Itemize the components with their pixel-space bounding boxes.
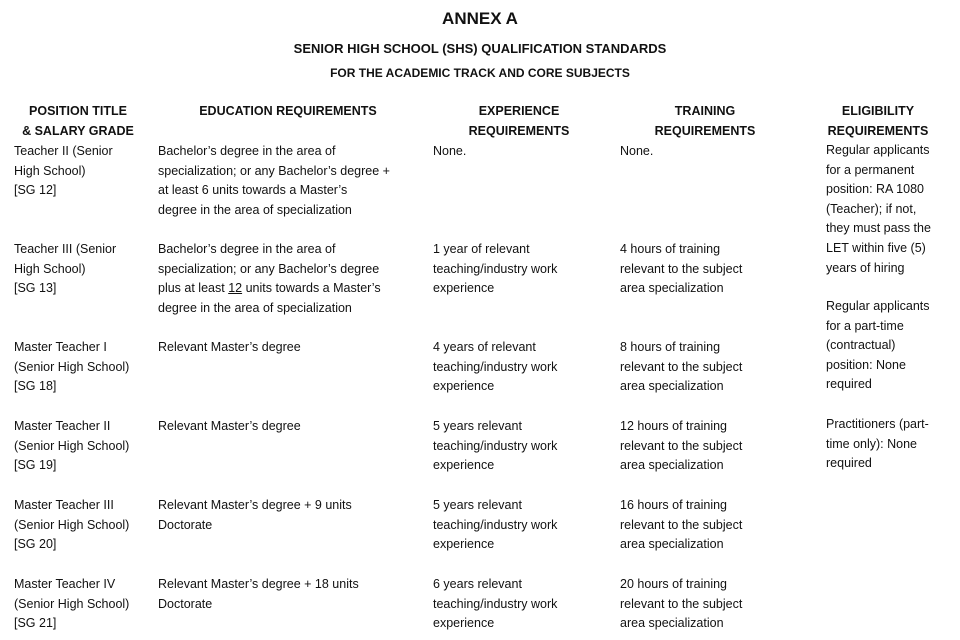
- cell-line: degree in the area of specialization: [158, 202, 352, 217]
- eligibility-practitioners: [826, 415, 952, 474]
- row-2-education: [158, 240, 420, 318]
- cell-line: at least 6 units towards a Master’s: [158, 183, 348, 198]
- cell-line: experience: [433, 458, 495, 473]
- cell-line: Teacher III (Senior: [14, 242, 117, 256]
- cell-line: area specialization: [620, 537, 724, 552]
- header-experience-line: EXPERIENCE: [478, 104, 560, 118]
- row-6-experience: [433, 575, 605, 634]
- row-4-education: [158, 417, 420, 437]
- cell-line: time only): None: [826, 436, 918, 451]
- row-4-position: [14, 417, 154, 476]
- eligibility-part-time: [826, 297, 952, 395]
- cell-line: Bachelor’s degree in the area of: [158, 242, 336, 256]
- header-training-line: TRAINING: [674, 104, 736, 118]
- cell-line: (Senior High School): [14, 438, 130, 453]
- cell-line: area specialization: [620, 281, 724, 296]
- cell-line: relevant to the subject: [620, 596, 743, 611]
- cell-line: relevant to the subject: [620, 359, 743, 374]
- header-eligibility-line: REQUIREMENTS: [827, 123, 929, 138]
- cell-line: teaching/industry work: [433, 517, 558, 532]
- cell-line: Relevant Master’s degree + 9 units: [158, 498, 352, 512]
- annex-title: ANNEX A: [442, 9, 518, 28]
- cell-line: Doctorate: [158, 517, 213, 532]
- cell-line: 6 years relevant: [433, 577, 522, 591]
- row-3-experience: [433, 338, 605, 397]
- row-5-training: [620, 496, 802, 555]
- cell-line: for a part-time: [826, 318, 904, 333]
- cell-line: experience: [433, 379, 495, 394]
- header-eligibility-line: ELIGIBILITY: [841, 104, 915, 118]
- cell-line: Relevant Master’s degree + 18 units: [158, 577, 359, 591]
- cell-line: [SG 12]: [14, 183, 57, 198]
- row-3-education: [158, 338, 420, 358]
- cell-line: High School): [14, 261, 86, 276]
- row-3-training: [620, 338, 802, 397]
- cell-line: (Senior High School): [14, 517, 130, 532]
- cell-line: Teacher II (Senior: [14, 144, 113, 158]
- row-3-position: [14, 338, 154, 397]
- header-position: [14, 102, 142, 141]
- header-position-line: & SALARY GRADE: [22, 123, 134, 138]
- cell-line: Doctorate: [158, 596, 213, 611]
- row-1-experience: [433, 142, 605, 162]
- row-1-position: [14, 142, 154, 201]
- header-experience: [434, 102, 604, 141]
- row-5-education: [158, 496, 420, 535]
- cell-line: 16 hours of training: [620, 498, 728, 512]
- cell-line: teaching/industry work: [433, 438, 558, 453]
- units-value: 12: [228, 281, 243, 296]
- cell-line: [SG 21]: [14, 616, 57, 631]
- cell-line: experience: [433, 281, 495, 296]
- cell-line: [SG 13]: [14, 281, 57, 296]
- row-6-training: [620, 575, 802, 634]
- cell-line: [SG 19]: [14, 458, 57, 473]
- row-4-training: [620, 417, 802, 476]
- cell-line: experience: [433, 537, 495, 552]
- cell-line: 1 year of relevant: [433, 242, 530, 256]
- cell-text: units towards a Master’s: [242, 281, 381, 296]
- cell-line: [158, 279, 420, 299]
- row-2-training: [620, 240, 802, 299]
- cell-line: Relevant Master’s degree: [158, 419, 301, 433]
- cell-line: relevant to the subject: [620, 517, 743, 532]
- cell-line: (contractual): [826, 338, 896, 353]
- header-training-line: REQUIREMENTS: [654, 123, 756, 138]
- cell-line: specialization; or any Bachelor’s degree: [158, 261, 380, 276]
- cell-text: plus at least: [158, 281, 229, 296]
- row-2-position: [14, 240, 154, 299]
- cell-line: area specialization: [620, 616, 724, 631]
- cell-line: required: [826, 377, 872, 392]
- cell-line: 20 hours of training: [620, 577, 728, 591]
- cell-line: (Senior High School): [14, 596, 130, 611]
- cell-line: 5 years relevant: [433, 498, 522, 512]
- header-education: [158, 102, 418, 122]
- header-eligibility: [818, 102, 938, 141]
- cell-line: High School): [14, 163, 86, 178]
- cell-line: degree in the area of specialization: [158, 300, 352, 315]
- cell-line: [SG 20]: [14, 537, 57, 552]
- row-5-position: [14, 496, 154, 555]
- cell-line: area specialization: [620, 379, 724, 394]
- cell-line: 4 years of relevant: [433, 340, 536, 354]
- header-training: [620, 102, 790, 141]
- cell-line: Master Teacher II: [14, 419, 111, 433]
- cell-line: Regular applicants: [826, 299, 930, 313]
- cell-line: position: None: [826, 357, 906, 372]
- cell-line: Bachelor’s degree in the area of: [158, 144, 336, 158]
- cell-line: Relevant Master’s degree: [158, 340, 301, 354]
- cell-line: 5 years relevant: [433, 419, 522, 433]
- cell-line: teaching/industry work: [433, 261, 558, 276]
- cell-line: None.: [433, 144, 467, 158]
- cell-line: 4 hours of training: [620, 242, 721, 256]
- cell-line: Regular applicants: [826, 143, 930, 157]
- cell-line: 12 hours of training: [620, 419, 728, 433]
- cell-line: Master Teacher IV: [14, 577, 116, 591]
- cell-line: relevant to the subject: [620, 438, 743, 453]
- row-5-experience: [433, 496, 605, 555]
- cell-line: years of hiring: [826, 260, 905, 275]
- page-subtitle: SENIOR HIGH SCHOOL (SHS) QUALIFICATION STANDARDS: [293, 41, 667, 56]
- cell-line: they must pass the: [826, 221, 931, 236]
- cell-line: [SG 18]: [14, 379, 57, 394]
- page-subtitle-2: FOR THE ACADEMIC TRACK AND CORE SUBJECTS: [330, 66, 630, 80]
- row-6-education: [158, 575, 420, 614]
- cell-line: Master Teacher III: [14, 498, 114, 512]
- eligibility-permanent: [826, 141, 952, 278]
- cell-line: Practitioners (part-: [826, 417, 929, 431]
- cell-line: teaching/industry work: [433, 596, 558, 611]
- cell-line: specialization; or any Bachelor’s degree +: [158, 163, 390, 178]
- cell-line: position: RA 1080: [826, 182, 924, 197]
- header-position-line: POSITION TITLE: [29, 104, 127, 118]
- header-education-line: EDUCATION REQUIREMENTS: [199, 104, 377, 118]
- cell-line: (Senior High School): [14, 359, 130, 374]
- cell-line: relevant to the subject: [620, 261, 743, 276]
- header-experience-line: REQUIREMENTS: [468, 123, 570, 138]
- row-4-experience: [433, 417, 605, 476]
- cell-line: (Teacher); if not,: [826, 201, 917, 216]
- cell-line: 8 hours of training: [620, 340, 721, 354]
- row-1-training: [620, 142, 802, 162]
- row-1-education: [158, 142, 420, 220]
- cell-line: area specialization: [620, 458, 724, 473]
- cell-line: Master Teacher I: [14, 340, 107, 354]
- cell-line: for a permanent: [826, 162, 915, 177]
- cell-line: None.: [620, 144, 654, 158]
- cell-line: teaching/industry work: [433, 359, 558, 374]
- row-2-experience: [433, 240, 605, 299]
- row-6-position: [14, 575, 154, 634]
- cell-line: required: [826, 456, 872, 471]
- cell-line: experience: [433, 616, 495, 631]
- cell-line: LET within five (5): [826, 240, 926, 255]
